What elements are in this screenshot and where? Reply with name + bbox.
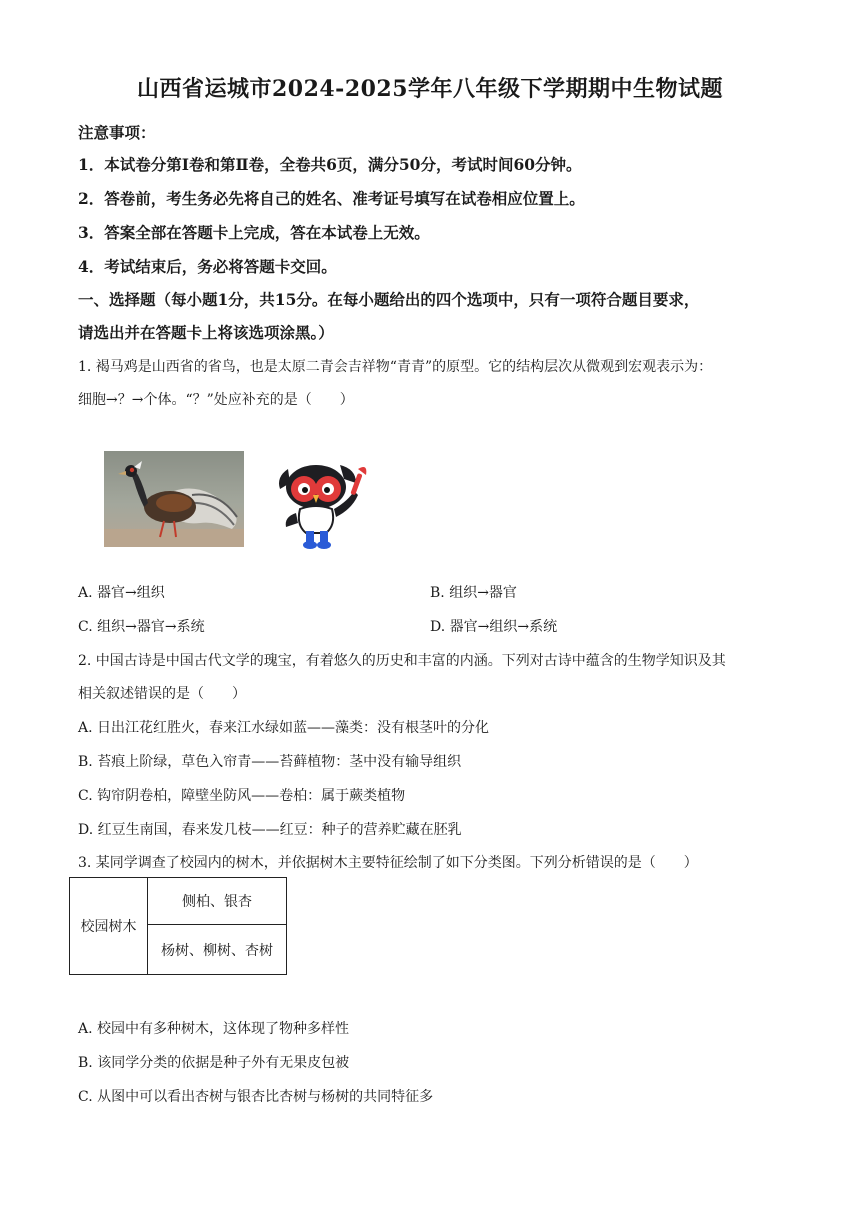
- pheasant-photo: [104, 451, 244, 547]
- question-3-option-a: A. 校园中有多种树木，这体现了物种多样性: [78, 1021, 350, 1037]
- qingqing-mascot-icon: [270, 455, 372, 553]
- question-2-stem: 相关叙述错误的是（ ）: [78, 686, 246, 702]
- question-1-option-d: D. 器官→组织→系统: [430, 619, 558, 635]
- question-2-option-b: B. 苔痕上阶绿，草色入帘青——苔藓植物：茎中没有输导组织: [78, 754, 462, 770]
- question-1-option-c: C. 组织→器官→系统: [78, 619, 205, 635]
- question-3-option-c: C. 从图中可以看出杏树与银杏比杏树与杨树的共同特征多: [78, 1089, 434, 1105]
- question-2-stem: 2. 中国古诗是中国古代文学的瑰宝，有着悠久的历史和丰富的内涵。下列对古诗中蕴含的生物学知识及其: [78, 653, 726, 669]
- qingqing-mascot: [270, 455, 372, 553]
- section-heading: 一、选择题（每小题1分，共15分。在每小题给出的四个选项中，只有一项符合题目要求，: [78, 290, 700, 309]
- notice-item: 2．答卷前，考生务必先将自己的姓名、准考证号填写在试卷相应位置上。: [78, 189, 585, 208]
- classification-table: [69, 877, 287, 975]
- section-instruction: 请选出并在答题卡上将该选项涂黑。）: [78, 323, 334, 342]
- question-3-stem: 3. 某同学调查了校园内的树木，并依据树木主要特征绘制了如下分类图。下列分析错误的是（ ）: [78, 855, 698, 871]
- question-2-option-d: D. 红豆生南国，春来发几枝——红豆：种子的营养贮藏在胚乳: [78, 822, 462, 838]
- table-root-cell: 校园树木: [70, 878, 148, 975]
- pheasant-photo-icon: [104, 451, 244, 547]
- table-group-2-cell: 杨树、柳树、杏树: [148, 925, 287, 975]
- question-1-stem: 1. 褐马鸡是山西省的省鸟，也是太原二青会吉祥物“青青”的原型。它的结构层次从微观到宏观表示为：: [78, 359, 713, 375]
- question-3-option-b: B. 该同学分类的依据是种子外有无果皮包被: [78, 1055, 350, 1071]
- notice-item: 3．答案全部在答题卡上完成，答在本试卷上无效。: [78, 223, 430, 242]
- notice-item: 1．本试卷分第Ⅰ卷和第Ⅱ卷，全卷共6页，满分50分，考试时间60分钟。: [78, 155, 582, 174]
- question-1-option-b: B. 组织→器官: [430, 585, 517, 601]
- question-2-option-c: C. 钩帘阴卷柏，障壁坐防风——卷柏：属于蕨类植物: [78, 788, 406, 804]
- notice-heading: 注意事项：: [78, 123, 156, 142]
- page-title: 山西省运城市2024-2025学年八年级下学期期中生物试题: [136, 76, 724, 102]
- table-group-1-cell: 侧柏、银杏: [148, 878, 287, 925]
- question-1-option-a: A. 器官→组织: [78, 585, 165, 601]
- question-1-stem: 细胞→？→个体。“？”处应补充的是（ ）: [78, 392, 354, 408]
- question-2-option-a: A. 日出江花红胜火，春来江水绿如蓝——藻类：没有根茎叶的分化: [78, 720, 490, 736]
- notice-item: 4．考试结束后，务必将答题卡交回。: [78, 257, 337, 276]
